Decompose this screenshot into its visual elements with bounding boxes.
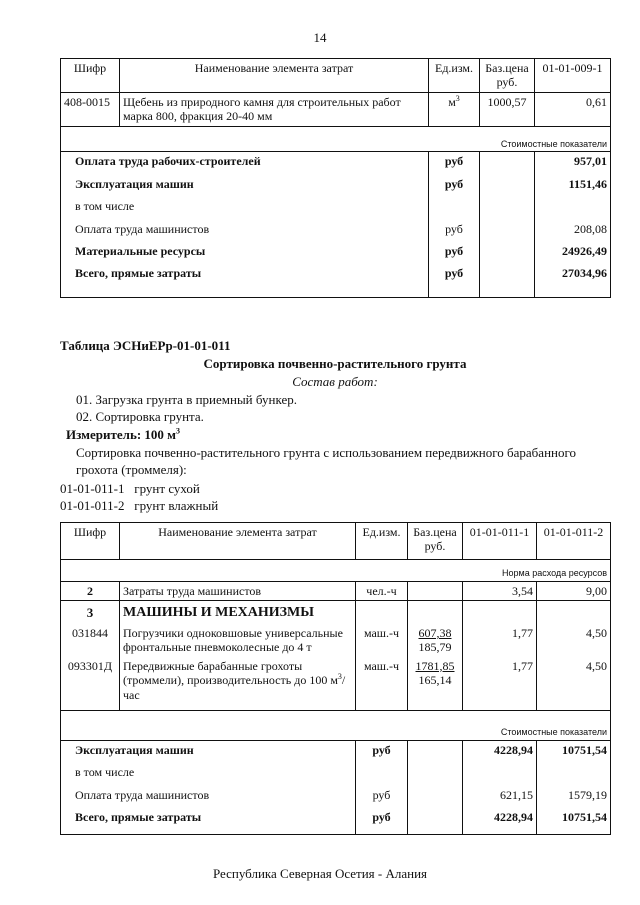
header-base-price: Баз.цена руб. <box>480 59 535 93</box>
cost-name: Эксплуатация машин <box>61 740 356 759</box>
machine-value-2: 4,50 <box>537 624 611 657</box>
machine-code: 031844 <box>61 624 120 657</box>
variant-item: 01-01-011-2 грунт влажный <box>60 498 219 513</box>
cost-value-1: 621,15 <box>463 782 537 804</box>
cost-name: Оплата труда рабочих-строителей <box>61 152 429 171</box>
cost-value: 208,08 <box>535 216 611 238</box>
machines-header-row <box>61 601 611 624</box>
cost-value: 24926,49 <box>535 238 611 260</box>
header-norm-code-1: 01-01-011-1 <box>463 523 537 560</box>
cost-unit: руб <box>429 171 480 193</box>
cost-unit: руб <box>356 804 408 835</box>
caption-row <box>61 126 611 152</box>
header-unit: Ед.изм. <box>356 523 408 560</box>
caption-row <box>61 560 611 582</box>
machine-price: 607,38 185,79 <box>408 624 463 657</box>
cost-value: 27034,96 <box>535 260 611 297</box>
machine-value-1: 1,77 <box>463 624 537 657</box>
cost-unit <box>356 759 408 781</box>
cost-unit: руб <box>356 782 408 804</box>
page-footer: Республика Северная Осетия - Алания <box>212 866 428 881</box>
cost-name: Всего, прямые затраты <box>61 260 429 297</box>
cost-value-2 <box>537 759 611 781</box>
header-name: Наименование элемента затрат <box>120 523 356 560</box>
cost-name: Материальные ресурсы <box>61 238 429 260</box>
machine-price: 1781,85 165,14 <box>408 657 463 711</box>
cost-value-2: 10751,54 <box>537 740 611 759</box>
cost-unit: руб <box>429 238 480 260</box>
header-name: Наименование элемента затрат <box>120 59 429 93</box>
cost-name: Эксплуатация машин <box>61 171 429 193</box>
cost-name: в том числе <box>61 193 429 215</box>
resource-unit: $м^3$ <box>429 92 480 126</box>
labor-value-1: 3,54 <box>463 581 537 600</box>
norm-caption: Норма расхода ресурсов <box>61 560 611 582</box>
cost-table-1 <box>60 58 611 298</box>
cost-value-1 <box>463 759 537 781</box>
header-code: Шифр <box>61 523 120 560</box>
table-row <box>61 238 611 260</box>
machine-unit: маш.-ч <box>356 657 408 711</box>
table-row <box>61 152 611 171</box>
cost-value-1: 4228,94 <box>463 740 537 759</box>
table-row <box>61 657 611 711</box>
machine-code: 093301Д <box>61 657 120 711</box>
machines-section-code: 3 <box>61 601 120 624</box>
machine-unit: маш.-ч <box>356 624 408 657</box>
table-row <box>61 193 611 215</box>
resource-code: 408-0015 <box>61 92 120 126</box>
cost-unit: руб <box>356 740 408 759</box>
meter-label: Измеритель: 100 $м^3$ <box>66 426 181 442</box>
page-number: 14 <box>313 30 327 45</box>
table-title: Таблица ЭСНиЕРр-01-01-011 <box>60 338 231 353</box>
cost-name: Оплата труда машинистов <box>61 782 356 804</box>
cost-caption: Стоимостные показатели <box>61 126 611 152</box>
header-base-price: Баз.цена руб. <box>408 523 463 560</box>
table-row <box>61 216 611 238</box>
header-norm-code: 01-01-009-1 <box>535 59 611 93</box>
header-unit: Ед.изм. <box>429 59 480 93</box>
table-row <box>61 782 611 804</box>
labor-value-2: 9,00 <box>537 581 611 600</box>
section-heading: Сортировка почвенно-растительного грунта <box>203 356 467 371</box>
table-row <box>61 171 611 193</box>
machine-value-1: 1,77 <box>463 657 537 711</box>
cost-table-2 <box>60 522 611 835</box>
work-step: 01. Загрузка грунта в приемный бункер. <box>76 392 297 407</box>
labor-name: Затраты труда машинистов <box>120 581 356 600</box>
resource-value: 0,61 <box>535 92 611 126</box>
machine-name: Погрузчики одноковшовые универсальные фронтальные пневмоколесные до 4 т <box>120 624 356 657</box>
labor-code: 2 <box>61 581 120 600</box>
labor-unit: чел.-ч <box>356 581 408 600</box>
machine-value-2: 4,50 <box>537 657 611 711</box>
table-row <box>61 740 611 759</box>
work-step: 02. Сортировка грунта. <box>76 409 204 424</box>
table-row <box>61 624 611 657</box>
header-norm-code-2: 01-01-011-2 <box>537 523 611 560</box>
resource-price: 1000,57 <box>480 92 535 126</box>
table-row <box>61 260 611 297</box>
cost-value: 957,01 <box>535 152 611 171</box>
machines-section-title: МАШИНЫ И МЕХАНИЗМЫ <box>120 601 356 624</box>
cost-caption: Стоимостные показатели <box>61 710 611 740</box>
section-subheading: Состав работ: <box>292 374 378 389</box>
cost-name: в том числе <box>61 759 356 781</box>
table-row <box>61 759 611 781</box>
header-code: Шифр <box>61 59 120 93</box>
table2-header-row <box>61 523 611 560</box>
cost-value: 1151,46 <box>535 171 611 193</box>
cost-unit: руб <box>429 152 480 171</box>
table-row <box>61 92 611 126</box>
caption-row <box>61 710 611 740</box>
table-row <box>61 804 611 835</box>
variant-item: 01-01-011-1 грунт сухой <box>60 481 200 496</box>
cost-value-1: 4228,94 <box>463 804 537 835</box>
cost-unit <box>429 193 480 215</box>
cost-value-2: 1579,19 <box>537 782 611 804</box>
cost-value <box>535 193 611 215</box>
table1-header-row <box>61 59 611 93</box>
cost-value-2: 10751,54 <box>537 804 611 835</box>
cost-name: Всего, прямые затраты <box>61 804 356 835</box>
cost-unit: руб <box>429 216 480 238</box>
table-row <box>61 581 611 600</box>
resource-name: Щебень из природного камня для строительных работ марка 800, фракция 20-40 мм <box>120 92 429 126</box>
machine-name: Передвижные барабанные грохоты (троммели), производительность до 100 $м^3$/час <box>120 657 356 711</box>
cost-unit: руб <box>429 260 480 297</box>
cost-name: Оплата труда машинистов <box>61 216 429 238</box>
section-description: Сортировка почвенно-растительного грунта с использованием передвижного барабанного грохота (троммеля): <box>76 445 576 477</box>
